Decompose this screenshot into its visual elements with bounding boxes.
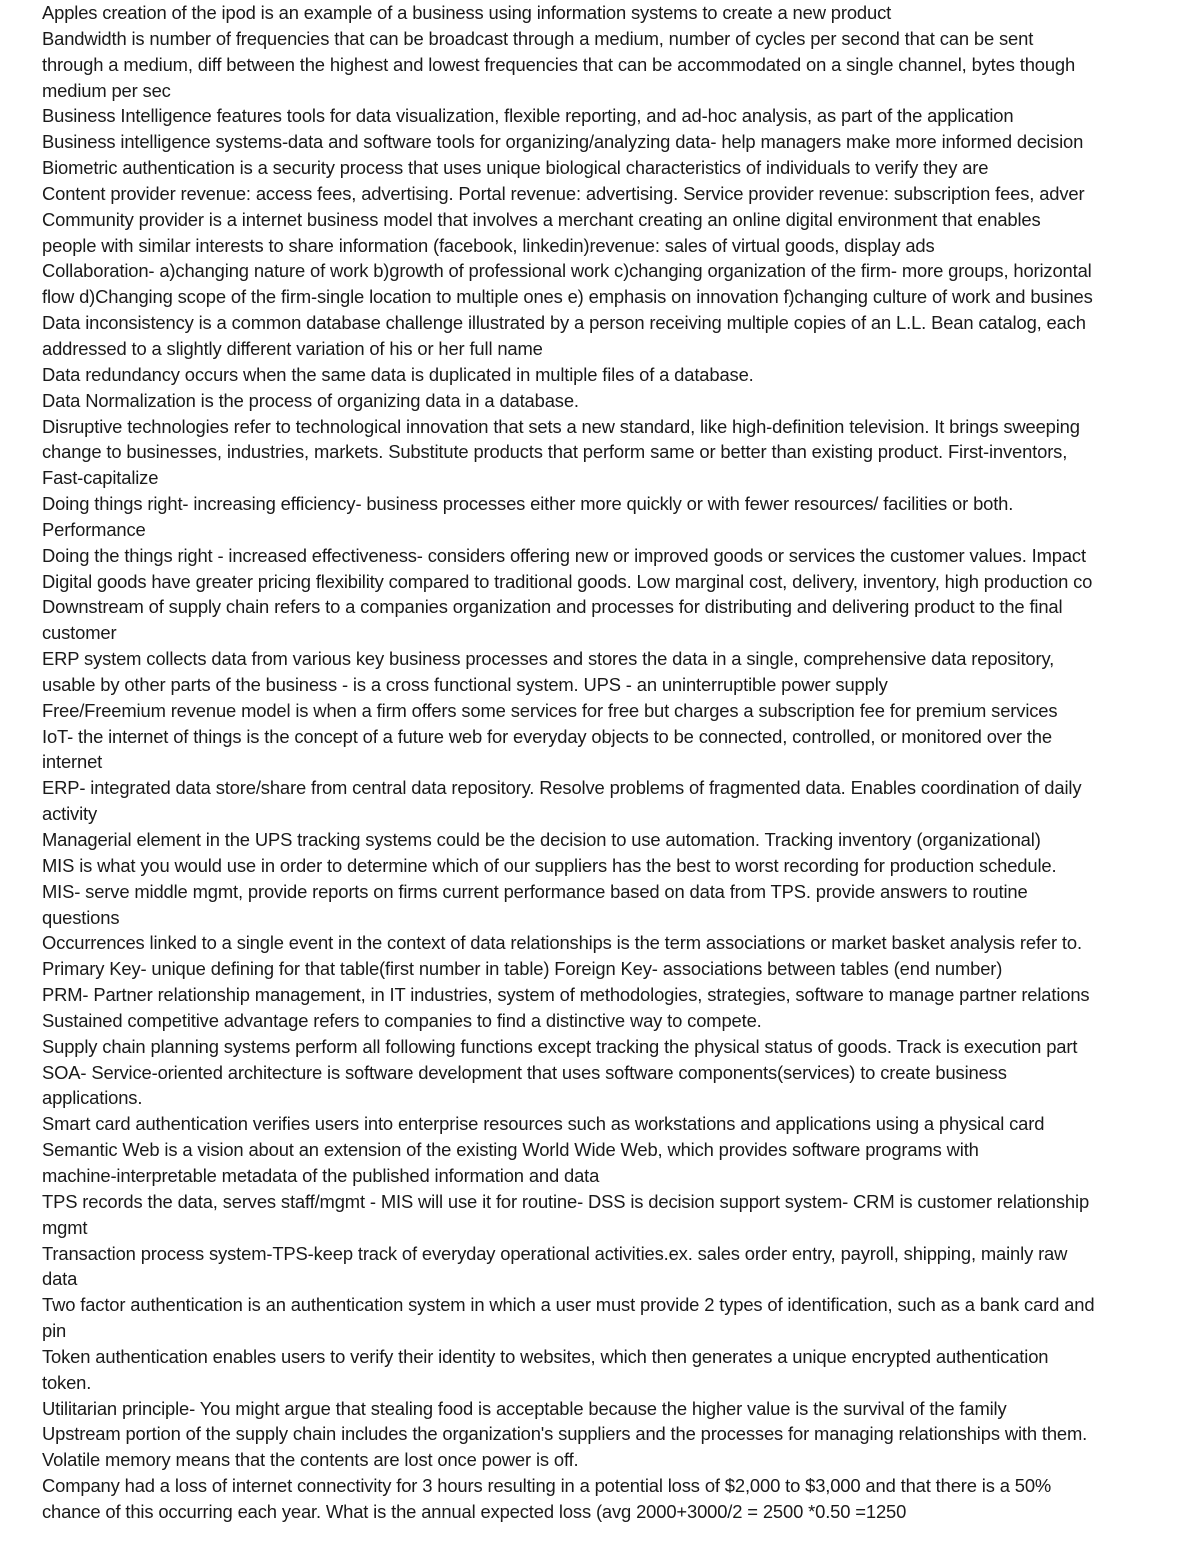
text-line: people with similar interests to share information (facebook, linkedin)revenue: sales of virtual goods, display ads [42, 234, 935, 256]
text-line: Smart card authentication verifies users into enterprise resources such as workstations and applications using a physical card [42, 1113, 1045, 1135]
text-line: Company had a loss of internet connectivity for 3 hours resulting in a potential loss of $2,000 to $3,000 and that there is a 50% [42, 1475, 1052, 1497]
text-line: Collaboration- a)changing nature of work b)growth of professional work c)changing organization of the firm- more groups, horizontal [42, 260, 1092, 282]
text-line: Bandwidth is number of frequencies that can be broadcast through a medium, number of cycles per second that can be sent [42, 27, 1034, 49]
text-line: addressed to a slightly different variation of his or her full name [42, 337, 543, 359]
document-body [42, 0, 1192, 1525]
text-line: customer [42, 622, 117, 644]
text-line: Apples creation of the ipod is an example of a business using information systems to create a new product [42, 2, 892, 23]
text-line: Fast-capitalize [42, 467, 159, 489]
text-line: SOA- Service-oriented architecture is software development that uses software components(services) to create business [42, 1061, 1007, 1083]
text-line: Business Intelligence features tools for data visualization, flexible reporting, and ad-hoc analysis, as part of the application [42, 105, 1014, 127]
text-line: IoT- the internet of things is the concept of a future web for everyday objects to be connected, controlled, or monitored over the [42, 725, 1052, 747]
text-line: data [42, 1268, 78, 1290]
text-line: Free/Freemium revenue model is when a firm offers some services for free but charges a subscription fee for premium services [42, 699, 1058, 721]
text-line: mgmt [42, 1216, 88, 1238]
text-line: TPS records the data, serves staff/mgmt - MIS will use it for routine- DSS is decision support system- CRM is customer relationship [42, 1190, 1090, 1212]
text-line: machine-interpretable metadata of the published information and data [42, 1164, 600, 1186]
text-line: Data Normalization is the process of organizing data in a database. [42, 389, 579, 411]
text-line: Downstream of supply chain refers to a companies organization and processes for distributing and delivering product to the final [42, 596, 1063, 618]
text-line: Data inconsistency is a common database challenge illustrated by a person receiving multiple copies of an L.L. Bean catalog, each [42, 312, 1086, 334]
text-line: questions [42, 906, 120, 928]
text-line: Performance [42, 518, 146, 540]
text-line: Sustained competitive advantage refers to companies to find a distinctive way to compete. [42, 1009, 762, 1031]
text-line: Primary Key- unique defining for that table(first number in table) Foreign Key- associations between tables (end number) [42, 958, 1003, 980]
text-line: medium per sec [42, 79, 171, 101]
text-line: Data redundancy occurs when the same data is duplicated in multiple files of a database. [42, 363, 754, 385]
text-line: Community provider is a internet business model that involves a merchant creating an online digital environment that enables [42, 208, 1041, 230]
text-line: Transaction process system-TPS-keep track of everyday operational activities.ex. sales order entry, payroll, shipping, mainly raw [42, 1242, 1068, 1264]
text-line: MIS is what you would use in order to determine which of our suppliers has the best to worst recording for production schedule. [42, 854, 1057, 876]
text-line: Upstream portion of the supply chain includes the organization's suppliers and the processes for managing relationships with them. [42, 1423, 1088, 1445]
text-line: Occurrences linked to a single event in the context of data relationships is the term associations or market basket analysis refer to. [42, 932, 1082, 954]
text-line: PRM- Partner relationship management, in IT industries, system of methodologies, strategies, software to manage partner relations [42, 984, 1090, 1006]
text-line: Token authentication enables users to verify their identity to websites, which then generates a unique encrypted authentication [42, 1345, 1049, 1367]
text-line: chance of this occurring each year. What is the annual expected loss (avg 2000+3000/2 = 2500 *0.50 =1250 [42, 1500, 907, 1522]
text-line: Disruptive technologies refer to technological innovation that sets a new standard, like high-definition television. It brings sweeping [42, 415, 1080, 437]
text-line: flow d)Changing scope of the firm-single location to multiple ones e) emphasis on innovation f)changing culture of work and busines [42, 286, 1093, 308]
text-line: Doing the things right - increased effectiveness- considers offering new or improved goods or services the customer values. Impact [42, 544, 1086, 566]
text-line: applications. [42, 1087, 143, 1109]
text-line: token. [42, 1371, 92, 1393]
text-line: Two factor authentication is an authentication system in which a user must provide 2 types of identification, such as a bank card and [42, 1294, 1095, 1316]
text-line: Biometric authentication is a security process that uses unique biological characteristics of individuals to verify they are [42, 157, 989, 179]
text-line: change to businesses, industries, markets. Substitute products that perform same or better than existing product. First-inventors, [42, 441, 1068, 463]
text-line: through a medium, diff between the highest and lowest frequencies that can be accommodated on a single channel, bytes though [42, 53, 1076, 75]
text-line: Doing things right- increasing efficiency- business processes either more quickly or with fewer resources/ facilities or both. [42, 493, 1014, 515]
text-line: usable by other parts of the business - is a cross functional system. UPS - an uninterruptible power supply [42, 673, 888, 695]
text-line: Digital goods have greater pricing flexibility compared to traditional goods. Low marginal cost, delivery, inventory, high production co [42, 570, 1093, 592]
text-line: ERP- integrated data store/share from central data repository. Resolve problems of fragmented data. Enables coordination of daily [42, 777, 1082, 799]
text-line: Content provider revenue: access fees, advertising. Portal revenue: advertising. Service provider revenue: subscription fees, adver [42, 182, 1085, 204]
text-line: activity [42, 803, 98, 825]
text-line: internet [42, 751, 103, 773]
text-line: Managerial element in the UPS tracking systems could be the decision to use automation. Tracking inventory (organizational) [42, 829, 1041, 850]
text-line: Supply chain planning systems perform all following functions except tracking the physical status of goods. Track is execution part [42, 1035, 1078, 1057]
text-line: Utilitarian principle- You might argue that stealing food is acceptable because the higher value is the survival of the family [42, 1397, 1007, 1419]
text-line: Semantic Web is a vision about an extension of the existing World Wide Web, which provides software programs with [42, 1139, 979, 1161]
text-line: MIS- serve middle mgmt, provide reports on firms current performance based on data from TPS. provide answers to routine [42, 880, 1028, 902]
text-line: Volatile memory means that the contents are lost once power is off. [42, 1449, 579, 1471]
text-line: Business intelligence systems-data and software tools for organizing/analyzing data- help managers make more informed decision [42, 131, 1084, 153]
text-line: pin [42, 1320, 67, 1342]
text-line: ERP system collects data from various key business processes and stores the data in a single, comprehensive data repository, [42, 648, 1055, 670]
